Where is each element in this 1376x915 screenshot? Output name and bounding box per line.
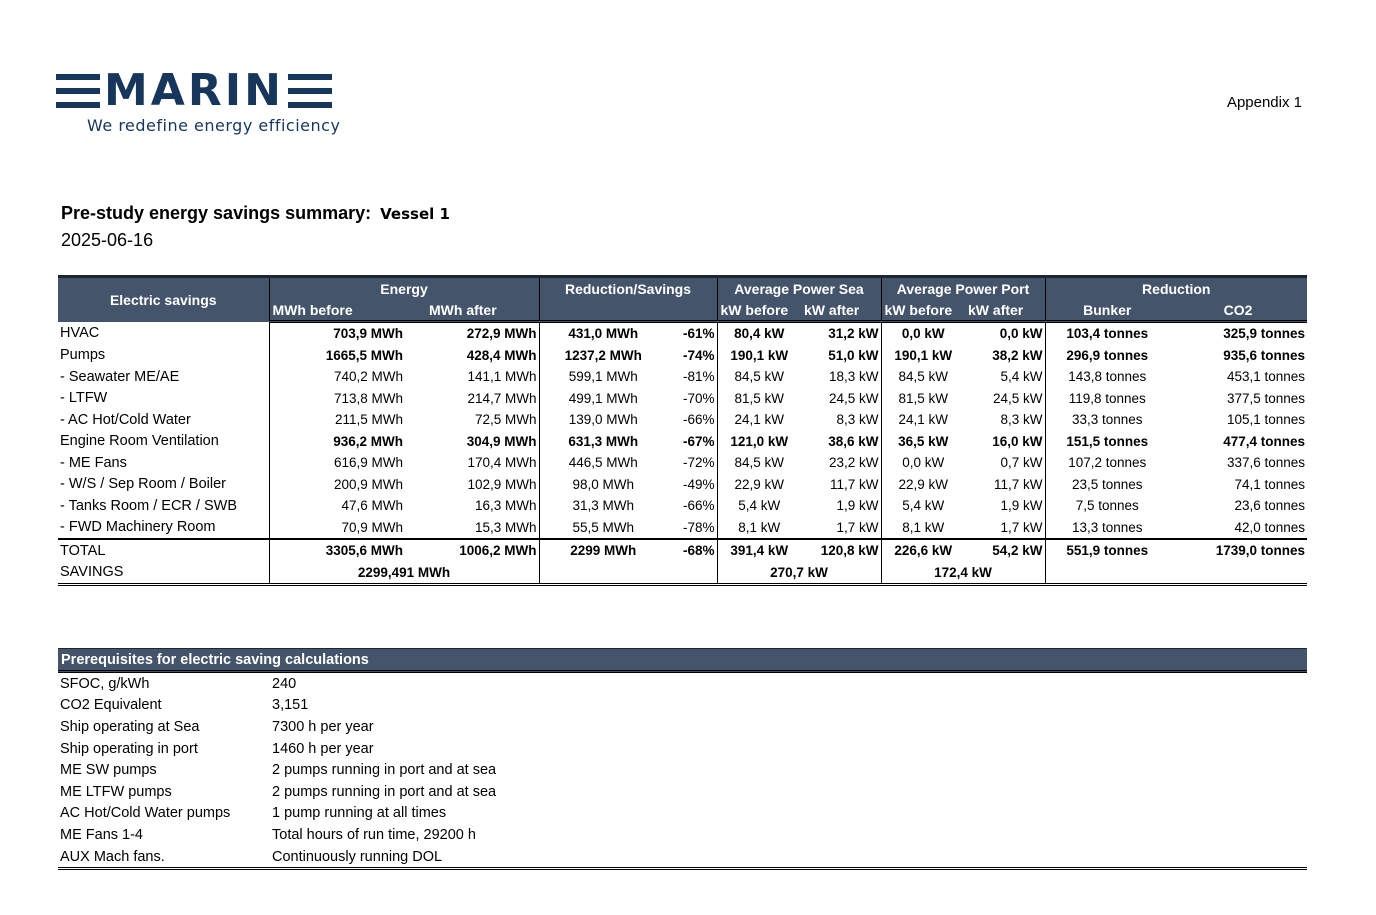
cell-port-kw-after: 1,7 kW: [1000, 519, 1043, 535]
cell-bunker: 151,5 tonnes: [1045, 431, 1169, 453]
cell-mwh-before: 740,2 MWh: [269, 366, 405, 388]
prerequisite-row: [58, 824, 1307, 846]
cell-mwh-before: 200,9 MWh: [269, 474, 405, 496]
table-row: [58, 474, 1307, 496]
row-label: - Tanks Room / ECR / SWB: [60, 497, 237, 514]
prerequisite-value: 240: [272, 675, 297, 692]
row-label: - FWD Machinery Room: [60, 519, 216, 536]
cell-bunker: 13,3 tonnes: [1045, 517, 1169, 540]
prerequisite-row: [58, 695, 1307, 717]
row-label: - AC Hot/Cold Water: [60, 411, 191, 428]
cell-reduction-pct: -67%: [682, 433, 715, 449]
subheader-co2: CO2: [1169, 299, 1307, 322]
cell-sea-kw-after: 24,5 kW: [828, 390, 879, 406]
cell-sea-kw-before: 190,1 kW: [717, 345, 801, 367]
subheader-sea-kw-before: kW before: [717, 299, 801, 322]
logo-text: MARIN: [104, 65, 284, 116]
cell-port-kw-after: 11,7 kW: [994, 476, 1043, 492]
vessel-name: Vessel 1: [380, 205, 450, 223]
row-label: SAVINGS: [58, 562, 269, 585]
cell-bunker: 119,8 tonnes: [1045, 388, 1169, 410]
cell-mwh-before: 47,6 MWh: [269, 495, 405, 517]
row-label: - LTFW: [60, 390, 108, 407]
cell-sea-kw-before: 84,5 kW: [717, 452, 801, 474]
cell-mwh-after: 72,5 MWh: [474, 412, 537, 428]
cell-co2: 325,9 tonnes: [1223, 326, 1306, 342]
subheader-sea-kw-after: kW after: [801, 299, 881, 322]
header-energy: Energy: [269, 277, 539, 300]
title-label: Pre-study energy savings summary:: [61, 203, 372, 223]
cell-reduction-mwh: 139,0 MWh: [539, 409, 667, 431]
cell-port-kw-after: 24,5 kW: [992, 390, 1043, 406]
cell-sea-kw-before: 22,9 kW: [717, 474, 801, 496]
cell-port-kw-before: 190,1 kW: [881, 345, 965, 367]
cell-port-kw-after: 1,9 kW: [1000, 498, 1043, 514]
cell-bunker: 143,8 tonnes: [1045, 366, 1169, 388]
header-avg-power-sea: Average Power Sea: [717, 277, 881, 300]
table-row: [58, 366, 1307, 388]
cell-reduction-pct: -78%: [682, 519, 715, 535]
cell-bunker: 33,3 tonnes: [1045, 409, 1169, 431]
cell-reduction-mwh: 499,1 MWh: [539, 388, 667, 410]
prerequisite-value: 3,151: [272, 697, 309, 714]
prerequisites-title: Prerequisites for electric saving calculations: [58, 649, 1307, 672]
cell-reduction-pct: -49%: [682, 476, 715, 492]
cell-sea-kw-after: 8,3 kW: [836, 412, 879, 428]
cell-mwh-before: 713,8 MWh: [269, 388, 405, 410]
table-row: [58, 517, 1307, 540]
prerequisite-key: Ship operating in port: [60, 740, 198, 757]
cell-port-kw-after: 0,7 kW: [1000, 455, 1043, 471]
row-label: - ME Fans: [60, 454, 127, 471]
prerequisite-row: [58, 803, 1307, 825]
cell-reduction-mwh: 631,3 MWh: [539, 431, 667, 453]
logo-wordmark: [56, 65, 416, 116]
header-electric-savings: Electric savings: [58, 277, 269, 322]
cell-reduction-mwh: 2299 MWh: [539, 539, 667, 562]
cell-mwh-before: 1665,5 MWh: [269, 345, 405, 367]
cell-sea-kw-after: 1,9 kW: [836, 498, 879, 514]
cell-co2: 105,1 tonnes: [1226, 412, 1306, 428]
prerequisite-row: [58, 672, 1307, 695]
table-row: [58, 495, 1307, 517]
cell-mwh-after: 428,4 MWh: [466, 347, 537, 363]
cell-port-kw-before: 84,5 kW: [881, 366, 965, 388]
cell-bunker: 23,5 tonnes: [1045, 474, 1169, 496]
cell-co2: 42,0 tonnes: [1234, 519, 1306, 535]
header-reduction-savings: Reduction/Savings: [539, 277, 717, 300]
cell-port-kw-before: 0,0 kW: [881, 322, 965, 345]
cell-sea-kw-after: 31,2 kW: [828, 326, 879, 342]
savings-summary-table: [58, 275, 1307, 586]
cell-mwh-after: 272,9 MWh: [466, 326, 537, 342]
row-label: Pumps: [60, 347, 106, 364]
prerequisite-value: 1460 h per year: [272, 740, 374, 757]
row-label: TOTAL: [58, 539, 269, 562]
header-avg-power-port: Average Power Port: [881, 277, 1045, 300]
savings-sea: 270,7 kW: [717, 562, 881, 585]
emarine-logo: [56, 65, 416, 142]
cell-sea-kw-before: 80,4 kW: [717, 322, 801, 345]
cell-port-kw-after: 38,2 kW: [992, 347, 1043, 363]
prerequisite-row: [58, 781, 1307, 803]
cell-co2: 935,6 tonnes: [1223, 347, 1306, 363]
summary-header-row: [58, 277, 1307, 300]
cell-bunker: 551,9 tonnes: [1045, 539, 1169, 562]
prerequisite-value: 2 pumps running in port and at sea: [272, 783, 497, 800]
prerequisite-value: Total hours of run time, 29200 h: [272, 826, 476, 843]
subheader-bunker: Bunker: [1045, 299, 1169, 322]
cell-mwh-after: 141,1 MWh: [467, 369, 537, 385]
cell-sea-kw-before: 8,1 kW: [717, 517, 801, 540]
cell-reduction-pct: -61%: [682, 326, 715, 342]
prerequisite-row: [58, 846, 1307, 869]
cell-port-kw-before: 8,1 kW: [881, 517, 965, 540]
cell-reduction-mwh: 446,5 MWh: [539, 452, 667, 474]
cell-reduction-mwh: 1237,2 MWh: [539, 345, 667, 367]
cell-mwh-before: 211,5 MWh: [269, 409, 405, 431]
row-label: - Seawater ME/AE: [60, 368, 180, 385]
subheader-port-kw-after: kW after: [965, 299, 1045, 322]
cell-port-kw-before: 81,5 kW: [881, 388, 965, 410]
page-title: [61, 203, 450, 224]
cell-bunker: 7,5 tonnes: [1045, 495, 1169, 517]
cell-port-kw-before: 22,9 kW: [881, 474, 965, 496]
cell-sea-kw-before: 5,4 kW: [717, 495, 801, 517]
cell-mwh-after: 170,4 MWh: [467, 455, 537, 471]
cell-mwh-after: 214,7 MWh: [467, 390, 537, 406]
cell-reduction-mwh: 599,1 MWh: [539, 366, 667, 388]
cell-port-kw-before: 5,4 kW: [881, 495, 965, 517]
cell-bunker: 107,2 tonnes: [1045, 452, 1169, 474]
cell-port-kw-before: 36,5 kW: [881, 431, 965, 453]
prerequisite-key: ME SW pumps: [60, 762, 157, 779]
cell-sea-kw-before: 84,5 kW: [717, 366, 801, 388]
savings-reduction-blank: [539, 562, 717, 585]
cell-reduction-mwh: 31,3 MWh: [539, 495, 667, 517]
cell-mwh-after: 304,9 MWh: [466, 433, 537, 449]
cell-port-kw-after: 5,4 kW: [1000, 369, 1043, 385]
prerequisite-value: 7300 h per year: [272, 718, 374, 735]
prerequisite-value: Continuously running DOL: [270, 846, 1307, 869]
cell-sea-kw-after: 11,7 kW: [830, 476, 879, 492]
table-row: [58, 452, 1307, 474]
cell-reduction-pct: -66%: [682, 412, 715, 428]
cell-mwh-before: 70,9 MWh: [269, 517, 405, 540]
savings-reduction-empty: [1045, 562, 1307, 585]
logo-tagline: We redefine energy efficiency: [87, 116, 341, 135]
prerequisite-row: [58, 716, 1307, 738]
subheader-reduction-blank: [539, 299, 717, 322]
row-label: Engine Room Ventilation: [60, 433, 219, 450]
subheader-mwh-before: MWh before: [269, 299, 405, 322]
subheader-port-kw-before: kW before: [881, 299, 965, 322]
cell-bunker: 103,4 tonnes: [1045, 322, 1169, 345]
cell-sea-kw-before: 24,1 kW: [717, 409, 801, 431]
prerequisite-row: [58, 738, 1307, 760]
report-date: 2025-06-16: [61, 230, 154, 250]
cell-mwh-before: 3305,6 MWh: [269, 539, 405, 562]
prerequisite-key: ME Fans 1-4: [60, 826, 143, 843]
prerequisite-key: CO2 Equivalent: [60, 697, 162, 714]
cell-mwh-before: 936,2 MWh: [269, 431, 405, 453]
cell-port-kw-after: 0,0 kW: [999, 326, 1043, 342]
prerequisite-value: 2 pumps running in port and at sea: [272, 762, 497, 779]
cell-co2: 1739,0 tonnes: [1169, 539, 1307, 562]
cell-co2: 377,5 tonnes: [1226, 390, 1306, 406]
cell-sea-kw-before: 121,0 kW: [717, 431, 801, 453]
cell-reduction-pct: -66%: [682, 498, 715, 514]
row-label: - W/S / Sep Room / Boiler: [60, 476, 226, 493]
cell-sea-kw-after: 51,0 kW: [828, 347, 879, 363]
table-row: [58, 409, 1307, 431]
cell-sea-kw-before: 391,4 kW: [717, 539, 801, 562]
table-row: [58, 388, 1307, 410]
appendix-label: Appendix 1: [1226, 94, 1302, 111]
table-row: [58, 345, 1307, 367]
cell-bunker: 296,9 tonnes: [1045, 345, 1169, 367]
prerequisite-key: Ship operating at Sea: [60, 718, 200, 735]
cell-reduction-mwh: 98,0 MWh: [539, 474, 667, 496]
cell-sea-kw-after: 120,8 kW: [801, 539, 881, 562]
logo-e-mark: [56, 74, 100, 108]
cell-co2: 74,1 tonnes: [1234, 476, 1306, 492]
cell-reduction-pct: -70%: [682, 390, 715, 406]
cell-sea-kw-after: 23,2 kW: [828, 455, 879, 471]
cell-port-kw-after: 54,2 kW: [965, 539, 1045, 562]
table-row: [58, 322, 1307, 345]
cell-sea-kw-after: 38,6 kW: [828, 433, 879, 449]
cell-port-kw-before: 226,6 kW: [881, 539, 965, 562]
savings-row: [58, 562, 1307, 585]
cell-port-kw-after: 16,0 kW: [992, 433, 1043, 449]
savings-energy: 2299,491 MWh: [269, 562, 539, 585]
cell-mwh-before: 703,9 MWh: [269, 322, 405, 345]
cell-port-kw-before: 0,0 kW: [881, 452, 965, 474]
cell-sea-kw-after: 1,7 kW: [836, 519, 879, 535]
cell-reduction-pct: -74%: [682, 347, 715, 363]
cell-co2: 337,6 tonnes: [1226, 455, 1306, 471]
cell-reduction-mwh: 55,5 MWh: [539, 517, 667, 540]
cell-reduction-pct: -68%: [667, 539, 717, 562]
cell-reduction-pct: -72%: [682, 455, 715, 471]
table-row: [58, 431, 1307, 453]
cell-mwh-after: 102,9 MWh: [467, 476, 537, 492]
prerequisite-row: [58, 759, 1307, 781]
prerequisite-key: AC Hot/Cold Water pumps: [60, 805, 231, 822]
total-row: [58, 539, 1307, 562]
prerequisites-table: [58, 648, 1307, 870]
subheader-mwh-after: MWh after: [405, 299, 539, 322]
row-label: HVAC: [60, 325, 100, 341]
prerequisite-key: AUX Mach fans.: [58, 846, 270, 869]
cell-co2: 23,6 tonnes: [1234, 498, 1306, 514]
cell-co2: 477,4 tonnes: [1223, 433, 1306, 449]
cell-sea-kw-after: 18,3 kW: [828, 369, 879, 385]
prerequisite-value: 1 pump running at all times: [272, 805, 447, 822]
savings-port: 172,4 kW: [881, 562, 1045, 585]
cell-port-kw-before: 24,1 kW: [881, 409, 965, 431]
cell-sea-kw-before: 81,5 kW: [717, 388, 801, 410]
cell-mwh-after: 1006,2 MWh: [405, 539, 539, 562]
logo-e-mark-end: [288, 74, 332, 108]
cell-mwh-after: 16,3 MWh: [474, 498, 537, 514]
cell-co2: 453,1 tonnes: [1226, 369, 1306, 385]
cell-mwh-before: 616,9 MWh: [269, 452, 405, 474]
cell-port-kw-after: 8,3 kW: [1000, 412, 1043, 428]
prerequisite-key: SFOC, g/kWh: [60, 675, 150, 692]
header-reduction: Reduction: [1045, 277, 1307, 300]
cell-reduction-mwh: 431,0 MWh: [539, 322, 667, 345]
prerequisite-key: ME LTFW pumps: [60, 783, 172, 800]
cell-reduction-pct: -81%: [682, 369, 715, 385]
cell-mwh-after: 15,3 MWh: [474, 519, 537, 535]
